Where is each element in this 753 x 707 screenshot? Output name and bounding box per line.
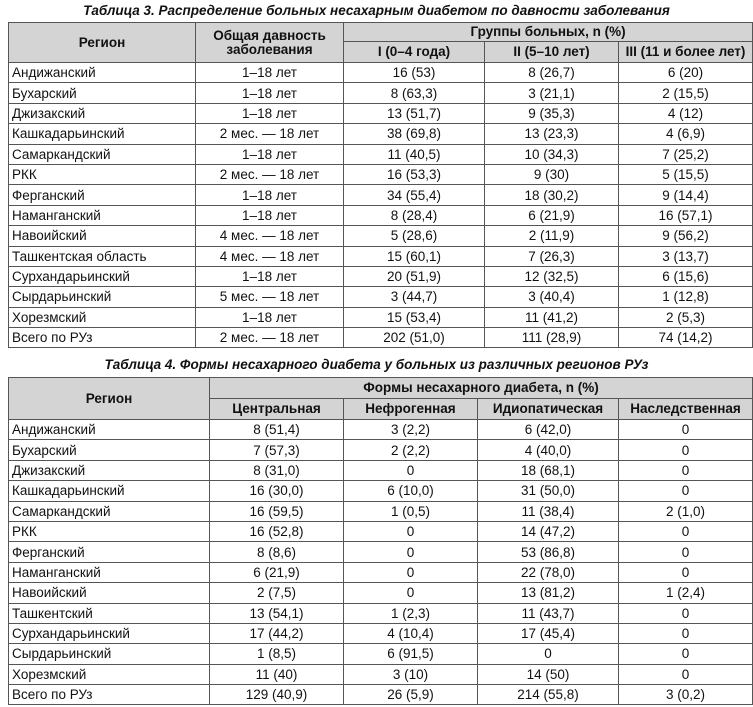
header-group-3: III (11 и более лет) (619, 42, 753, 63)
cell-region: Бухарский (9, 440, 210, 460)
cell-nephro: 6 (91,5) (344, 644, 478, 664)
cell-g1: 202 (51,0) (344, 328, 485, 348)
cell-region: Кашкадарьинский (9, 124, 196, 144)
cell-idio: 53 (86,8) (478, 542, 619, 562)
cell-g3: 4 (12) (619, 103, 753, 123)
cell-g1: 13 (51,7) (344, 103, 485, 123)
cell-g3: 6 (15,6) (619, 266, 753, 286)
cell-hered: 2 (1,0) (619, 501, 753, 521)
cell-nephro: 0 (344, 521, 478, 541)
cell-g2: 8 (26,7) (485, 63, 619, 83)
cell-region: Наманганский (9, 562, 210, 582)
cell-hered: 0 (619, 420, 753, 440)
cell-duration: 4 мес. — 18 лет (196, 226, 344, 246)
cell-hered: 1 (2,4) (619, 583, 753, 603)
cell-g3: 2 (15,5) (619, 83, 753, 103)
cell-central: 129 (40,9) (210, 685, 344, 705)
cell-idio: 18 (68,1) (478, 460, 619, 480)
cell-idio: 11 (43,7) (478, 603, 619, 623)
table-row (9, 460, 753, 480)
table-row (9, 481, 753, 501)
cell-idio: 14 (50) (478, 664, 619, 684)
cell-duration: 1–18 лет (196, 307, 344, 327)
cell-region: Андижанский (9, 63, 196, 83)
cell-region: Самаркандский (9, 501, 210, 521)
cell-hered: 0 (619, 440, 753, 460)
table3 (8, 22, 753, 348)
table-row (9, 583, 753, 603)
cell-idio: 13 (81,2) (478, 583, 619, 603)
cell-nephro: 0 (344, 460, 478, 480)
cell-idio: 31 (50,0) (478, 481, 619, 501)
cell-g3: 5 (15,5) (619, 164, 753, 184)
table-row (9, 307, 753, 327)
cell-region: Ферганский (9, 185, 196, 205)
table-row (9, 144, 753, 164)
cell-region: Ташкентский (9, 603, 210, 623)
cell-g3: 7 (25,2) (619, 144, 753, 164)
cell-central: 16 (30,0) (210, 481, 344, 501)
cell-nephro: 1 (0,5) (344, 501, 478, 521)
cell-g1: 11 (40,5) (344, 144, 485, 164)
table-row (9, 83, 753, 103)
cell-g1: 8 (28,4) (344, 205, 485, 225)
header-groups: Группы больных, n (%) (344, 23, 753, 42)
cell-g2: 2 (11,9) (485, 226, 619, 246)
table-row (9, 644, 753, 664)
cell-hered: 0 (619, 664, 753, 684)
table-row (9, 205, 753, 225)
cell-nephro: 3 (2,2) (344, 420, 478, 440)
cell-hered: 0 (619, 603, 753, 623)
cell-g2: 9 (35,3) (485, 103, 619, 123)
cell-central: 6 (21,9) (210, 562, 344, 582)
cell-region: Джизакский (9, 103, 196, 123)
cell-central: 17 (44,2) (210, 623, 344, 643)
table-row (9, 63, 753, 83)
cell-g1: 20 (51,9) (344, 266, 485, 286)
cell-region: Всего по РУз (9, 685, 210, 705)
cell-region: Навоийский (9, 583, 210, 603)
cell-central: 16 (52,8) (210, 521, 344, 541)
table3-caption: Таблица 3. Распределение больных несахарным диабетом по давности заболевания (83, 3, 670, 18)
cell-g1: 15 (53,4) (344, 307, 485, 327)
cell-idio: 0 (478, 644, 619, 664)
table-row (9, 185, 753, 205)
header-forms: Формы несахарного диабета, n (%) (210, 378, 753, 399)
cell-duration: 5 мес. — 18 лет (196, 287, 344, 307)
cell-nephro: 1 (2,3) (344, 603, 478, 623)
cell-region: Ташкентская область (9, 246, 196, 266)
cell-central: 11 (40) (210, 664, 344, 684)
cell-duration: 1–18 лет (196, 185, 344, 205)
table-row (9, 246, 753, 266)
cell-g1: 15 (60,1) (344, 246, 485, 266)
header-idiopathic: Идиопатическая (478, 399, 619, 420)
cell-hered: 0 (619, 481, 753, 501)
cell-region: Сурхандарьинский (9, 623, 210, 643)
cell-hered: 0 (619, 623, 753, 643)
cell-hered: 0 (619, 644, 753, 664)
cell-duration: 1–18 лет (196, 205, 344, 225)
cell-g1: 16 (53,3) (344, 164, 485, 184)
cell-g2: 9 (30) (485, 164, 619, 184)
header-hereditary: Наследственная (619, 399, 753, 420)
cell-g3: 1 (12,8) (619, 287, 753, 307)
header-region: Регион (9, 378, 210, 420)
cell-central: 8 (8,6) (210, 542, 344, 562)
table-row (9, 562, 753, 582)
cell-hered: 0 (619, 562, 753, 582)
cell-nephro: 6 (10,0) (344, 481, 478, 501)
cell-central: 13 (54,1) (210, 603, 344, 623)
table-row (9, 542, 753, 562)
cell-g3: 16 (57,1) (619, 205, 753, 225)
table4 (8, 377, 753, 705)
cell-g2: 3 (21,1) (485, 83, 619, 103)
cell-g2: 7 (26,3) (485, 246, 619, 266)
table-row (9, 266, 753, 286)
table-row (9, 623, 753, 643)
table-row (9, 685, 753, 705)
cell-g2: 18 (30,2) (485, 185, 619, 205)
cell-duration: 1–18 лет (196, 144, 344, 164)
cell-central: 1 (8,5) (210, 644, 344, 664)
cell-region: Самаркандский (9, 144, 196, 164)
table-row (9, 287, 753, 307)
header-region: Регион (9, 23, 196, 63)
cell-region: РКК (9, 164, 196, 184)
cell-idio: 22 (78,0) (478, 562, 619, 582)
cell-central: 8 (51,4) (210, 420, 344, 440)
table-row (9, 521, 753, 541)
cell-region: Навоийский (9, 226, 196, 246)
cell-idio: 214 (55,8) (478, 685, 619, 705)
header-duration: Общая давность заболевания (196, 23, 344, 63)
cell-g2: 13 (23,3) (485, 124, 619, 144)
cell-nephro: 3 (10) (344, 664, 478, 684)
cell-region: Сырдарьинский (9, 644, 210, 664)
cell-hered: 0 (619, 460, 753, 480)
cell-nephro: 0 (344, 583, 478, 603)
cell-g2: 3 (40,4) (485, 287, 619, 307)
cell-region: Хорезмский (9, 307, 196, 327)
cell-central: 2 (7,5) (210, 583, 344, 603)
table-row (9, 226, 753, 246)
cell-duration: 1–18 лет (196, 83, 344, 103)
cell-region: РКК (9, 521, 210, 541)
cell-g2: 12 (32,5) (485, 266, 619, 286)
cell-g2: 6 (21,9) (485, 205, 619, 225)
table-row (9, 103, 753, 123)
table-row (9, 501, 753, 521)
cell-idio: 11 (38,4) (478, 501, 619, 521)
cell-g3: 4 (6,9) (619, 124, 753, 144)
table-row (9, 124, 753, 144)
cell-g3: 3 (13,7) (619, 246, 753, 266)
cell-g2: 111 (28,9) (485, 328, 619, 348)
cell-region: Кашкадарьинский (9, 481, 210, 501)
header-group-1: I (0–4 года) (344, 42, 485, 63)
cell-g3: 2 (5,3) (619, 307, 753, 327)
cell-idio: 4 (40,0) (478, 440, 619, 460)
cell-region: Сырдарьинский (9, 287, 196, 307)
cell-nephro: 0 (344, 542, 478, 562)
cell-region: Андижанский (9, 420, 210, 440)
table-row (9, 440, 753, 460)
cell-g3: 9 (14,4) (619, 185, 753, 205)
header-group-2: II (5–10 лет) (485, 42, 619, 63)
cell-central: 16 (59,5) (210, 501, 344, 521)
cell-duration: 1–18 лет (196, 103, 344, 123)
table-row (9, 420, 753, 440)
cell-nephro: 0 (344, 562, 478, 582)
cell-duration: 2 мес. — 18 лет (196, 124, 344, 144)
cell-region: Хорезмский (9, 664, 210, 684)
cell-region: Ферганский (9, 542, 210, 562)
table-row (9, 164, 753, 184)
cell-region: Наманганский (9, 205, 196, 225)
cell-duration: 2 мес. — 18 лет (196, 328, 344, 348)
table-row (9, 328, 753, 348)
table-row (9, 664, 753, 684)
cell-g3: 6 (20) (619, 63, 753, 83)
cell-region: Сурхандарьинский (9, 266, 196, 286)
cell-g1: 38 (69,8) (344, 124, 485, 144)
cell-nephro: 2 (2,2) (344, 440, 478, 460)
cell-g1: 16 (53) (344, 63, 485, 83)
cell-nephro: 26 (5,9) (344, 685, 478, 705)
cell-region: Всего по РУз (9, 328, 196, 348)
cell-nephro: 4 (10,4) (344, 623, 478, 643)
cell-central: 7 (57,3) (210, 440, 344, 460)
cell-g2: 10 (34,3) (485, 144, 619, 164)
cell-g1: 8 (63,3) (344, 83, 485, 103)
cell-region: Бухарский (9, 83, 196, 103)
cell-g1: 5 (28,6) (344, 226, 485, 246)
cell-g2: 11 (41,2) (485, 307, 619, 327)
cell-central: 8 (31,0) (210, 460, 344, 480)
cell-g3: 9 (56,2) (619, 226, 753, 246)
header-central: Центральная (210, 399, 344, 420)
cell-g1: 34 (55,4) (344, 185, 485, 205)
cell-g1: 3 (44,7) (344, 287, 485, 307)
cell-hered: 3 (0,2) (619, 685, 753, 705)
cell-idio: 17 (45,4) (478, 623, 619, 643)
cell-hered: 0 (619, 521, 753, 541)
cell-idio: 14 (47,2) (478, 521, 619, 541)
table-row (9, 603, 753, 623)
cell-duration: 1–18 лет (196, 266, 344, 286)
cell-idio: 6 (42,0) (478, 420, 619, 440)
cell-duration: 4 мес. — 18 лет (196, 246, 344, 266)
cell-hered: 0 (619, 542, 753, 562)
table4-caption: Таблица 4. Формы несахарного диабета у больных из различных регионов РУз (104, 357, 649, 372)
header-nephrogenic: Нефрогенная (344, 399, 478, 420)
cell-region: Джизакский (9, 460, 210, 480)
cell-duration: 2 мес. — 18 лет (196, 164, 344, 184)
cell-duration: 1–18 лет (196, 63, 344, 83)
cell-g3: 74 (14,2) (619, 328, 753, 348)
